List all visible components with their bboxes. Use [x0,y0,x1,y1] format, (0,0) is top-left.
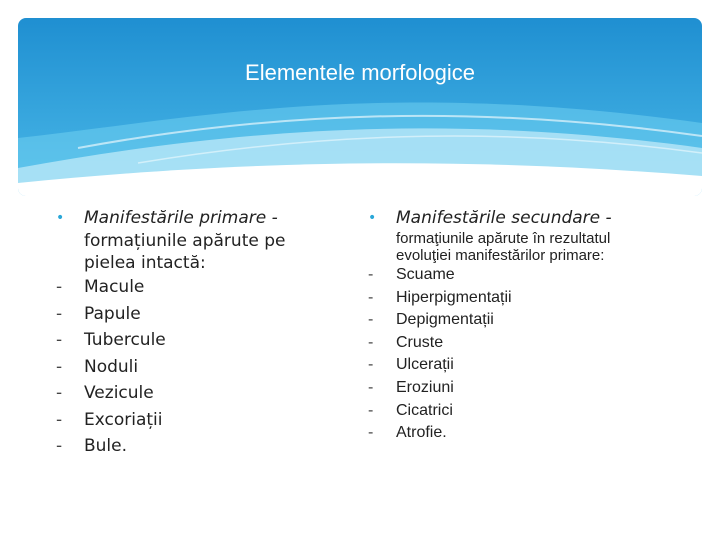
dash-icon: - [368,311,374,329]
list-item [368,400,668,423]
list-item-label: Vezicule [84,383,154,403]
list-item-label: Papule [84,303,141,324]
secondary-heading-text: Manifestările secundare - [396,208,612,228]
list-item-label: Ulcerații [396,356,454,374]
dash-icon: - [368,378,374,396]
list-item [368,332,668,355]
list-item [56,274,326,301]
bullet-icon: • [56,210,65,226]
list-item [368,264,668,287]
list-item-label: Macule [84,277,145,297]
list-item [56,301,326,328]
primary-manifestations-column [56,206,326,460]
slide-title: Elementele morfologice [245,60,475,85]
bullet-icon: • [368,210,377,226]
list-item-label: Cruste [396,333,444,351]
list-item-label: Depigmentații [396,311,494,329]
list-item [56,380,326,407]
secondary-list [368,264,668,445]
list-item [56,327,326,354]
dash-icon: - [368,401,374,419]
primary-subheading: formațiunile apărute pe pielea intactă: [84,231,286,273]
list-item [368,354,668,377]
secondary-heading [368,206,668,230]
list-item [368,377,668,400]
list-item-label: Excoriații [84,409,163,430]
list-item-label: Noduli [84,356,139,377]
list-item [56,354,326,381]
list-item-label: Atrofie. [396,424,447,442]
dash-icon: - [56,356,63,377]
banner-background [18,18,702,196]
primary-heading [56,206,326,230]
list-item-label: Tubercule [84,330,166,350]
primary-heading-text: Manifestările primare - [84,208,278,228]
title-banner [18,18,702,196]
dash-icon: - [56,330,63,350]
primary-list [56,274,326,460]
dash-icon: - [368,356,374,374]
dash-icon: - [368,333,374,351]
list-item [368,287,668,310]
dash-icon: - [56,436,63,456]
dash-icon: - [368,266,374,283]
secondary-manifestations-column [368,206,668,445]
dash-icon: - [56,303,63,324]
list-item [368,422,668,445]
list-item [56,433,326,460]
list-item-label: Cicatrici [396,401,453,419]
dash-icon: - [56,383,63,403]
list-item-label: Bule. [84,436,128,456]
list-item-label: Scuame [396,266,455,283]
dash-icon: - [368,288,374,306]
list-item-label: Hiperpigmentații [396,288,512,306]
list-item [368,309,668,332]
secondary-subheading: formaţiunile apărute în rezultatul evoluţiei manifestărilor primare: [396,230,611,264]
list-item [56,407,326,434]
dash-icon: - [368,424,374,442]
list-item-label: Eroziuni [396,378,454,396]
dash-icon: - [56,409,63,430]
dash-icon: - [56,277,63,297]
